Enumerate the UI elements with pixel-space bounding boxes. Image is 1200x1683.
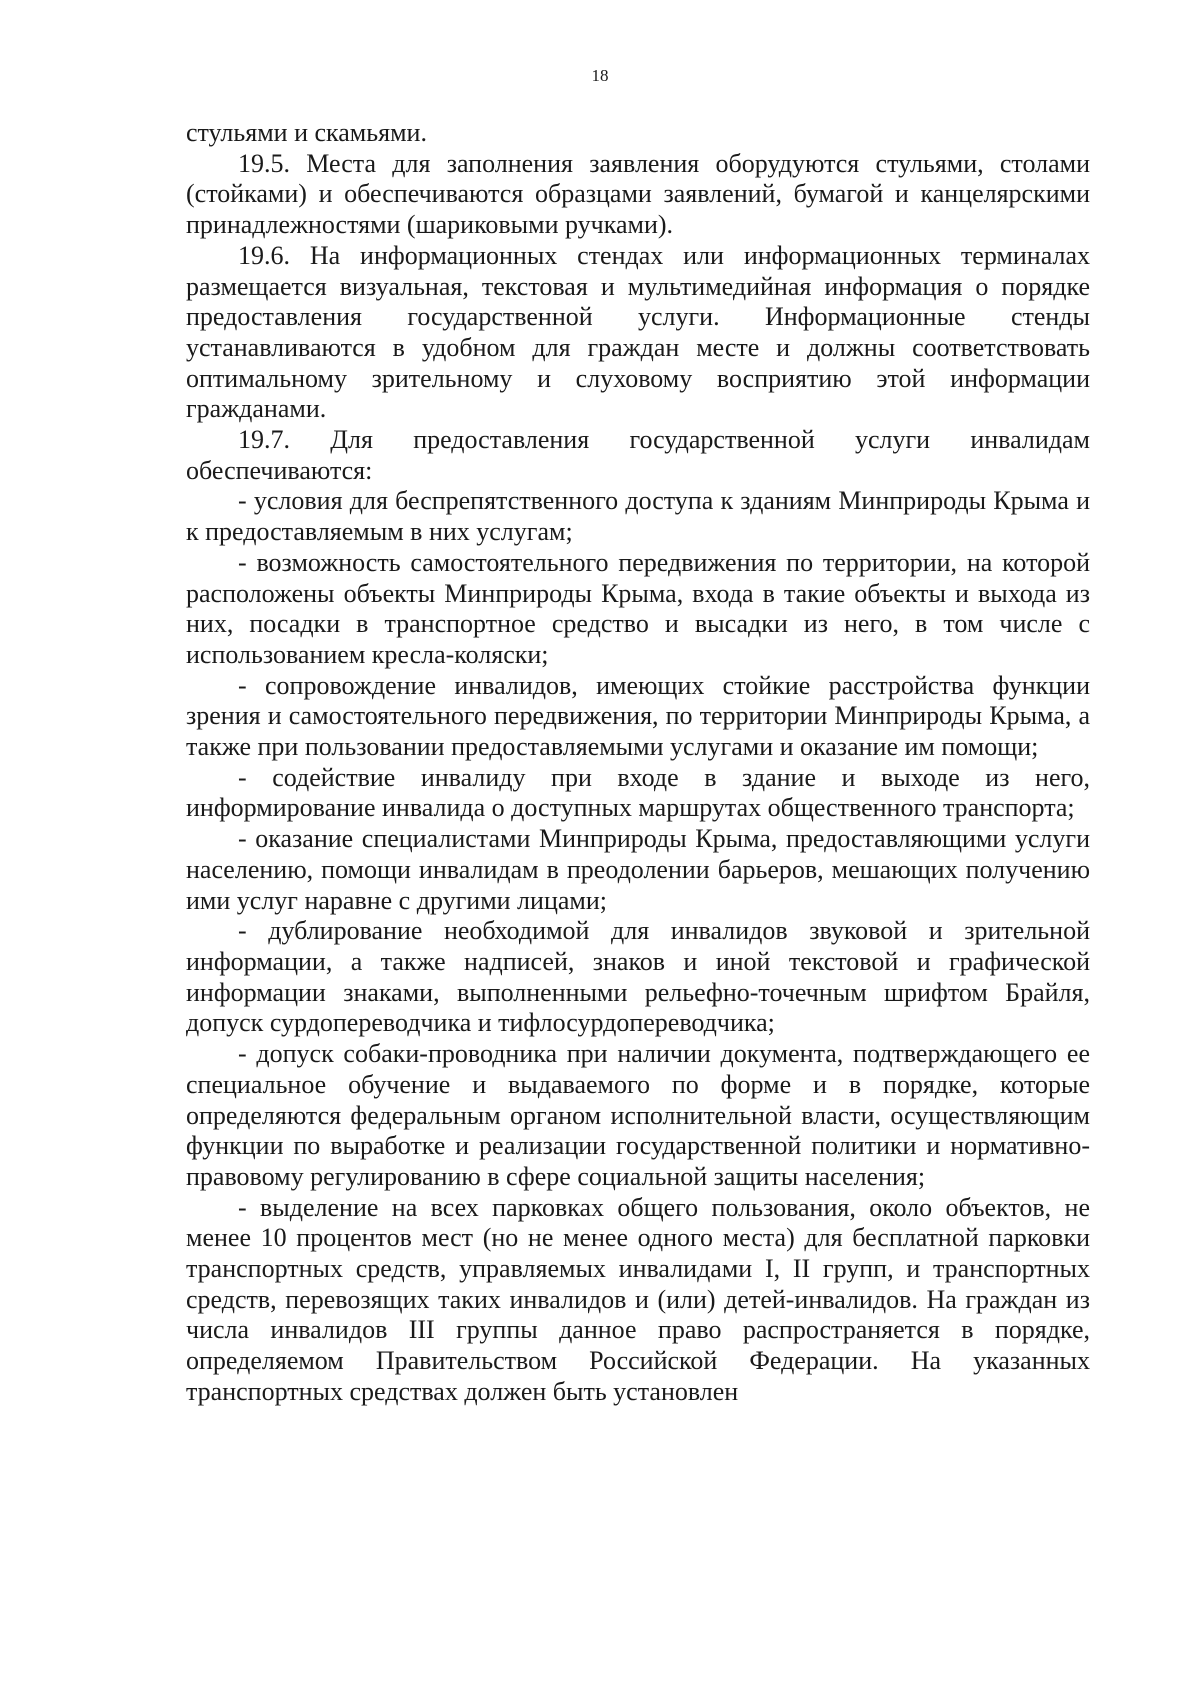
paragraph: стульями и скамьями. [186, 118, 427, 147]
paragraph: 19.5. Места для заполнения заявления оборудуются стульями, столами (стойками) и обеспечиваются образцами заявлений, бумагой и канцелярскими принадлежностями (шариковыми ручками). [186, 148, 1090, 240]
document-body [186, 118, 1090, 1408]
list-item: - содействие инвалиду при входе в здание и выходе из него, информирование инвалида о доступных маршрутах общественного транспорта; [186, 762, 1090, 823]
list-item: - дублирование необходимой для инвалидов звуковой и зрительной информации, а также надписей, знаков и иной текстовой и графической информации знаками, выполненными рельефно-точечным шрифтом Брайля, допуск сурдопереводчика и тифлосурдопереводчика; [186, 916, 1090, 1038]
list-item: - оказание специалистами Минприроды Крыма, предоставляющими услуги населению, помощи инвалидам в преодолении барьеров, мешающих получению ими услуг наравне с другими лицами; [186, 824, 1090, 915]
list-item: - возможность самостоятельного передвижения по территории, на которой расположены объекты Минприроды Крыма, входа в такие объекты и выхода из них, посадки в транспортное средство и высадки из него, в том числе с использованием кресла-коляски; [186, 547, 1090, 669]
paragraph: 19.6. На информационных стендах или информационных терминалах размещается визуальная, текстовая и мультимедийная информация о порядке предоставления государственной услуги. Информационные стенды устанавливаются в удобном для граждан месте и должны соответствовать оптимальному зрительному и слуховому восприятию этой информации гражданами. [186, 240, 1090, 424]
page-number: 18 [591, 66, 609, 85]
list-item: - условия для беспрепятственного доступа к зданиям Минприроды Крыма и к предоставляемым в них услугам; [186, 486, 1090, 547]
list-item: - допуск собаки-проводника при наличии документа, подтверждающего ее специальное обучение и выдаваемого по форме и в порядке, которые определяются федеральным органом исполнительной власти, осуществляющим функции по выработке и реализации государственной политики и нормативно-правовому регулированию в сфере социальной защиты населения; [186, 1039, 1090, 1191]
paragraph: 19.7. Для предоставления государственной услуги инвалидам обеспечиваются: [186, 425, 1090, 485]
list-item: - выделение на всех парковках общего пользования, около объектов, не менее 10 процентов мест (но не менее одного места) для бесплатной парковки транспортных средств, управляемых инвалидами I, II групп, и транспортных средств, перевозящих таких инвалидов и (или) детей-инвалидов. На граждан из числа инвалидов III группы данное право распространяется в порядке, определяемом Правительством Российской Федерации. На указанных транспортных средствах должен быть установлен [186, 1192, 1090, 1406]
list-item: - сопровождение инвалидов, имеющих стойкие расстройства функции зрения и самостоятельного передвижения, по территории Минприроды Крыма, а также при пользовании предоставляемыми услугами и оказание им помощи; [186, 670, 1090, 762]
